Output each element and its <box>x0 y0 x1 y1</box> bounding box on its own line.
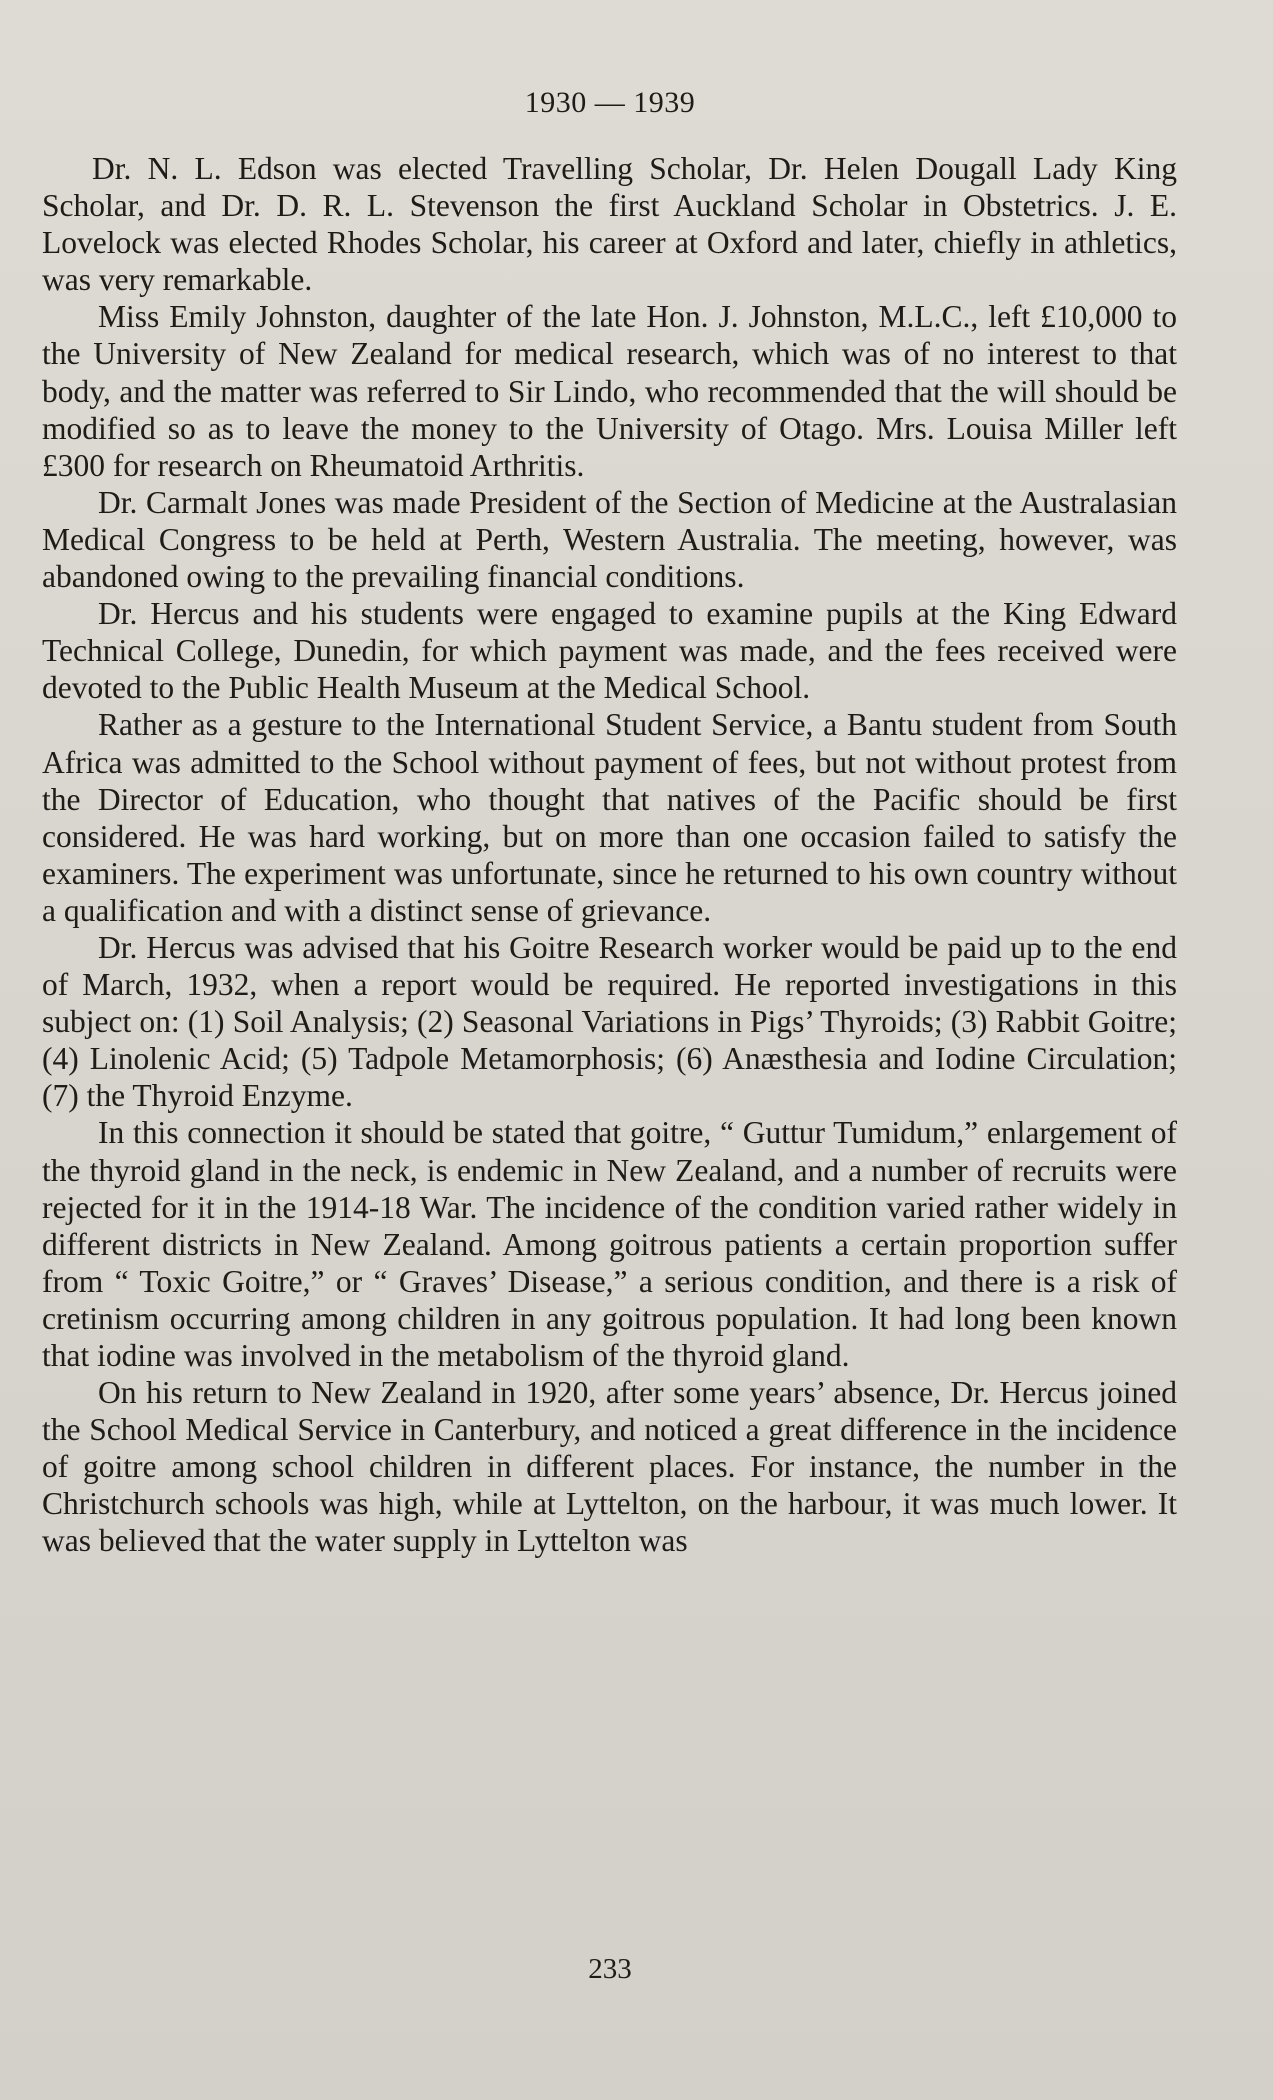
paragraph-bantu-student: Rather as a gesture to the International Student Service, a Bantu student from South Africa was admitted to the School without payment of fees, but not without protest from the Director of Education, who thought that natives of the Pacific should be first considered. He was hard working, but on more than one occasion failed to satisfy the examiners. The experiment was unfortunate, since he returned to his own country without a qualification and with a distinct sense of grievance. <box>42 707 1177 928</box>
paragraph-medical-congress: Dr. Carmalt Jones was made President of the Section of Medicine at the Australasian Medical Congress to be held at Perth, Western Australia. The meeting, however, was abandoned owing to the prevailing financial conditions. <box>42 484 1177 595</box>
paragraph-scholarships: Dr. N. L. Edson was elected Travelling Scholar, Dr. Helen Dougall Lady King Scholar, and Dr. D. R. L. Stevenson the first Auckland Scholar in Obstetrics. J. E. Lovelock was elected Rhodes Scholar, his career at Oxford and later, chiefly in athletics, was very remarkable. <box>42 151 1177 298</box>
paragraph-hercus-canterbury: On his return to New Zealand in 1920, after some years’ absence, Dr. Hercus joined the School Medical Service in Canterbury, and noticed a great difference in the incidence of goitre among school children in different places. For instance, the number in the Christchurch schools was high, while at Lyttelton, on the harbour, it was much lower. It was believed that the water supply in Lyttelton was <box>42 1375 1177 1559</box>
paragraph-technical-college: Dr. Hercus and his students were engaged to examine pupils at the King Edward Technical College, Dunedin, for which payment was made, and the fees received were devoted to the Public Health Museum at the Medical School. <box>42 596 1177 706</box>
paragraph-goitre-background: In this connection it should be stated that goitre, “ Guttur Tumidum,” enlargement of the thyroid gland in the neck, is endemic in New Zealand, and a number of recruits were rejected for it in the 1914-18 War. The incidence of the condition varied rather widely in different districts in New Zealand. Among goitrous patients a certain proportion suffer from “ Toxic Goitre,” or “ Graves’ Disease,” a serious condition, and there is a risk of cretinism occurring among children in any goitrous population. It had long been known that iodine was involved in the metabolism of the thyroid gland. <box>42 1115 1177 1373</box>
paragraph-johnston-bequest: Miss Emily Johnston, daughter of the late Hon. J. Johnston, M.L.C., left £10,000 to the University of New Zealand for medical research, which was of no interest to that body, and the matter was referred to Sir Lindo, who recommended that the will should be modified so as to leave the money to the University of Otago. Mrs. Louisa Miller left £300 for research on Rheumatoid Arthritis. <box>42 299 1177 483</box>
page-number: 233 <box>588 1953 632 1985</box>
body-text <box>42 150 1177 1560</box>
running-head: 1930 — 1939 <box>524 86 696 119</box>
paragraph-goitre-research: Dr. Hercus was advised that his Goitre Research worker would be paid up to the end of March, 1932, when a report would be required. He reported investigations in this subject on: (1) Soil Analysis; (2) Seasonal Variations in Pigs’ Thyroids; (3) Rabbit Goitre; (4) Linolenic Acid; (5) Tadpole Metamorphosis; (6) Anæsthesia and Iodine Circulation; (7) the Thyroid Enzyme. <box>42 929 1177 1114</box>
